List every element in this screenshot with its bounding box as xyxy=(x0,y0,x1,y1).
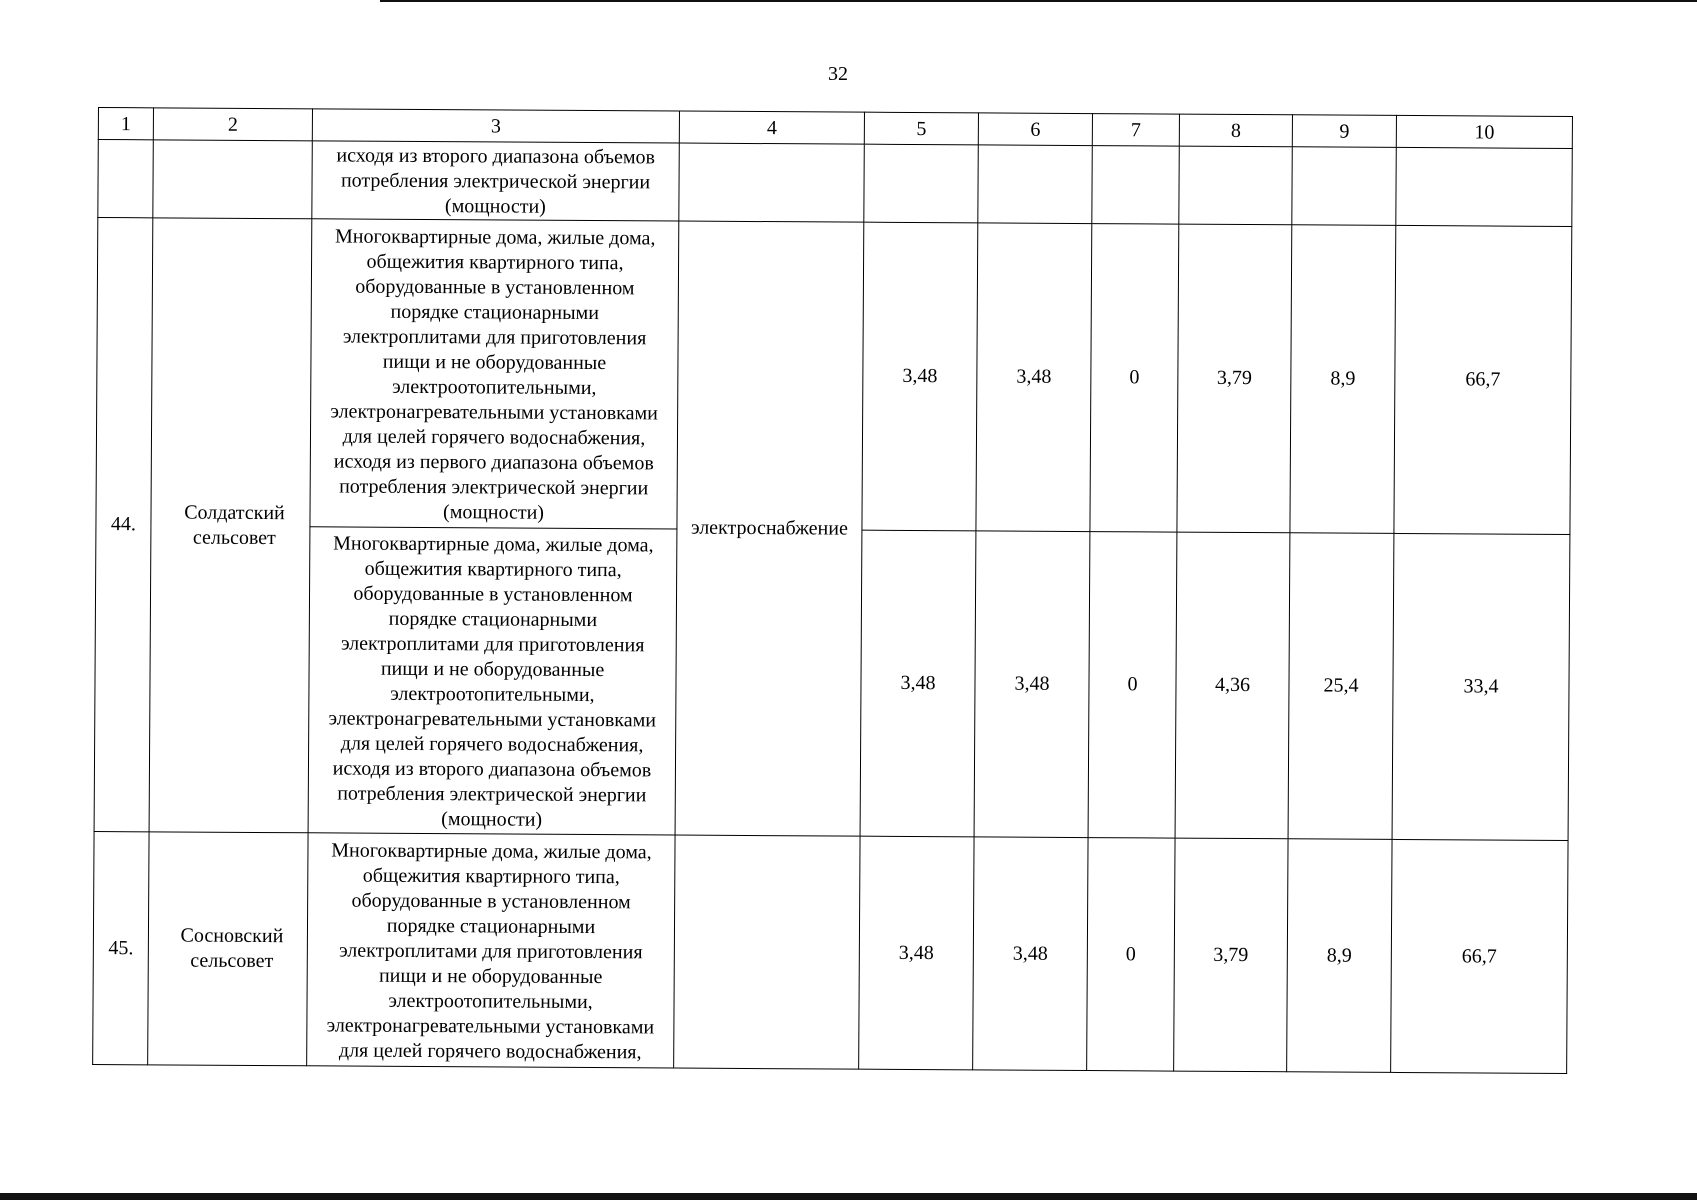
value-cell: 25,4 xyxy=(1288,533,1394,840)
scan-edge-bottom xyxy=(0,1193,1697,1200)
column-header: 3 xyxy=(312,109,679,143)
consumer-category-description: Многоквартирные дома, жилые дома, общежития квартирного типа, оборудованные в установленном порядке стационарными электроплитами для приготовления пищи и не оборудованные электроотопительными, электронагревательными установками для целей горячего водоснабжения, xyxy=(307,833,675,1068)
column-header: 10 xyxy=(1396,115,1572,148)
column-header: 2 xyxy=(153,108,312,141)
consumer-category-description: Многоквартирные дома, жилые дома, общежития квартирного типа, оборудованные в установленном порядке стационарными электроплитами для приготовления пищи и не оборудованные электроотопительными, электронагревательными установками для целей горячего водоснабжения, исходя из первого диапазона объемов потребления электрической энергии (мощности) xyxy=(310,219,679,529)
consumer-category-description: исходя из второго диапазона объемов потребления электрической энергии (мощности) xyxy=(312,141,679,221)
tariff-table xyxy=(92,107,1573,1074)
page-number: 32 xyxy=(828,63,848,85)
value-cell: 0 xyxy=(1087,838,1175,1072)
value-cell: 3,48 xyxy=(973,837,1088,1071)
municipality-cell xyxy=(153,140,312,219)
tariff-table-container xyxy=(92,107,1573,1074)
value-cell: 66,7 xyxy=(1391,839,1568,1073)
value-cell xyxy=(864,144,978,223)
service-cell: электроснабжение xyxy=(675,221,864,836)
row-number-cell xyxy=(98,140,153,218)
value-cell xyxy=(1092,146,1179,225)
value-cell xyxy=(1292,147,1396,226)
value-cell: 8,9 xyxy=(1290,225,1396,534)
column-header: 4 xyxy=(679,111,864,144)
row-number-cell: 45. xyxy=(93,831,149,1064)
value-cell: 8,9 xyxy=(1287,839,1392,1073)
value-cell: 3,48 xyxy=(862,222,978,531)
value-cell: 3,79 xyxy=(1177,224,1292,533)
column-header: 7 xyxy=(1092,114,1179,147)
value-cell: 3,48 xyxy=(974,531,1090,838)
value-cell: 3,48 xyxy=(976,223,1092,532)
value-cell: 33,4 xyxy=(1392,533,1570,840)
value-cell: 3,48 xyxy=(860,530,976,837)
value-cell xyxy=(1179,146,1292,225)
value-cell xyxy=(1396,147,1572,226)
value-cell: 3,48 xyxy=(859,836,974,1070)
column-header: 1 xyxy=(98,108,153,140)
table-row-continuation xyxy=(98,140,1572,227)
service-cell xyxy=(679,143,864,222)
column-header: 8 xyxy=(1179,114,1292,147)
municipality-cell: Сосновский сельсовет xyxy=(148,832,308,1066)
scan-edge-top xyxy=(380,0,1697,2)
value-cell: 0 xyxy=(1088,532,1177,839)
value-cell: 4,36 xyxy=(1175,532,1290,839)
value-cell: 0 xyxy=(1090,224,1179,533)
value-cell: 3,79 xyxy=(1174,838,1288,1072)
table-row xyxy=(93,831,1568,1073)
service-cell xyxy=(674,835,860,1069)
column-header: 5 xyxy=(864,112,978,145)
column-header: 6 xyxy=(978,113,1092,146)
column-header: 9 xyxy=(1292,115,1396,148)
table-row xyxy=(96,218,1572,535)
value-cell xyxy=(978,145,1092,224)
consumer-category-description: Многоквартирные дома, жилые дома, общежития квартирного типа, оборудованные в установленном порядке стационарными электроплитами для приготовления пищи и не оборудованные электроотопительными, электронагревательными установками для целей горячего водоснабжения, исходя из второго диапазона объемов потребления электрической энергии (мощности) xyxy=(308,527,677,835)
value-cell: 66,7 xyxy=(1394,225,1572,534)
row-number-cell: 44. xyxy=(94,218,153,832)
municipality-cell: Солдатский сельсовет xyxy=(149,218,312,833)
